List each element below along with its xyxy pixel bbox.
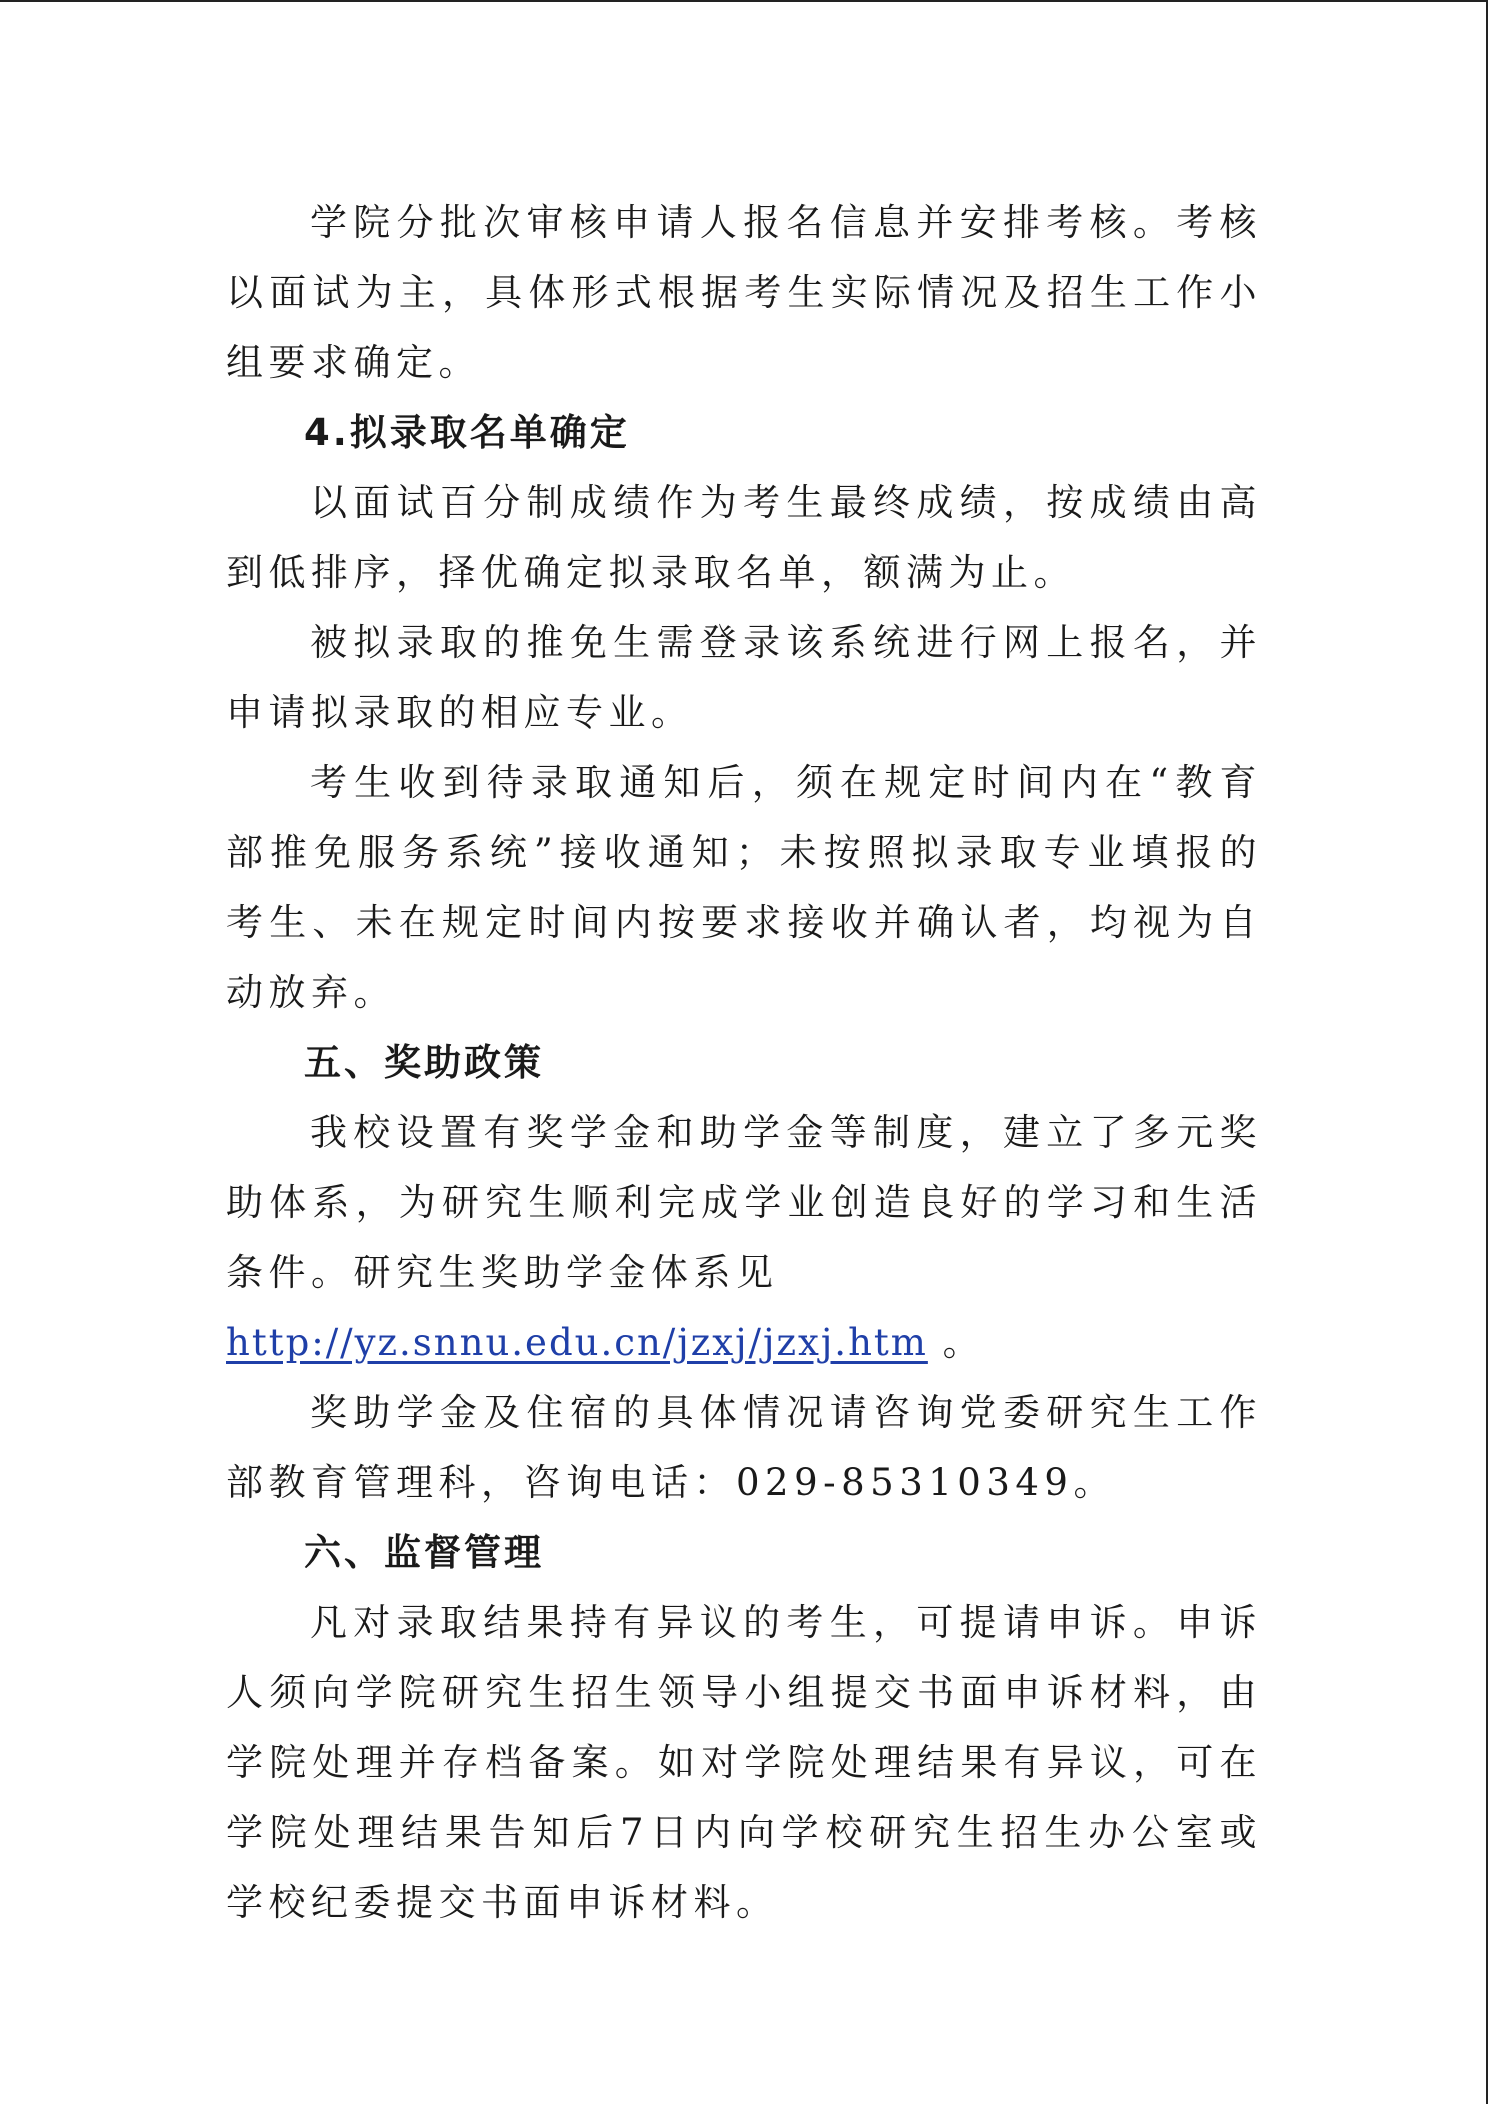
scholarship-link[interactable]: http://yz.snnu.edu.cn/jzxj/jzxj.htm — [226, 1321, 928, 1364]
paragraph-scholarship-system: 我校设置有奖学金和助学金等制度，建立了多元奖助体系，为研究生顺利完成学业创造良好的学习和生活条件。研究生奖助学金体系见 — [226, 1111, 1262, 1294]
page-border-top — [0, 0, 1488, 2]
paragraph-notice-acceptance: 考生收到待录取通知后，须在规定时间内在“教育部推免服务系统”接收通知；未按照拟录取专业填报的考生、未在规定时间内按要求接收并确认者，均视为自动放弃。 — [226, 761, 1262, 1014]
paragraph-review-process: 学院分批次审核申请人报名信息并安排考核。考核以面试为主，具体形式根据考生实际情况及招生工作小组要求确定。 — [226, 201, 1262, 384]
document-body — [226, 188, 1262, 1938]
heading-supervision: 六、监督管理 — [304, 1531, 544, 1574]
paragraph-online-registration: 被拟录取的推免生需登录该系统进行网上报名，并申请拟录取的相应专业。 — [226, 621, 1262, 734]
paragraph-appeal-process: 凡对录取结果持有异议的考生，可提请申诉。申诉人须向学院研究生招生领导小组提交书面申诉材料，由学院处理并存档备案。如对学院处理结果有异议，可在学院处理结果告知后7日内向学校研究生招生办公室或学校纪委提交书面申诉材料。 — [226, 1601, 1262, 1924]
heading-admission-list: 4.拟录取名单确定 — [304, 411, 630, 454]
link-suffix: 。 — [927, 1321, 983, 1364]
heading-scholarship-policy: 五、奖助政策 — [304, 1041, 544, 1084]
paragraph-contact-info: 奖助学金及住宿的具体情况请咨询党委研究生工作部教育管理科，咨询电话：029-85310349。 — [226, 1391, 1262, 1504]
scholarship-link-line — [226, 1308, 1262, 1378]
paragraph-final-score: 以面试百分制成绩作为考生最终成绩，按成绩由高到低排序，择优确定拟录取名单，额满为止。 — [226, 481, 1262, 594]
